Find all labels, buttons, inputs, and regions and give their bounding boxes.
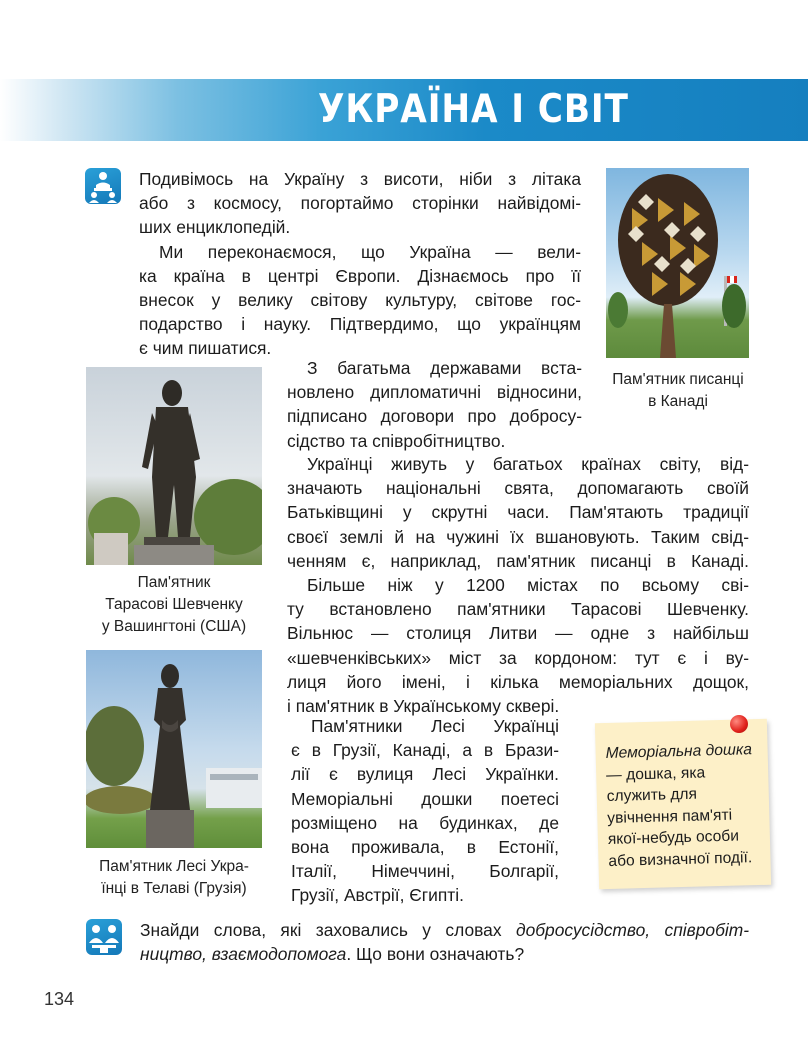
body-line: Батьківщині у скрутні часи. Пам'ятають традиції: [287, 502, 749, 523]
intro-line: Подивімось на Україну з висоти, ніби з літака: [139, 169, 581, 189]
intro-line: внесок у велику світову культуру, світове гос-: [139, 290, 581, 311]
caption-line: Тарасові Шевченку: [105, 596, 243, 613]
caption-line: їнці в Телаві (Грузія): [101, 880, 247, 897]
definition-dash: —: [605, 765, 627, 784]
intro-line: подарство і науку. Підтвердимо, що українцям: [139, 314, 581, 335]
intro-line: є чим пишатися.: [139, 338, 272, 359]
lesya-monument-photo: [86, 650, 262, 848]
body-line: З багатьма державами вста-: [307, 358, 582, 378]
body-line: сідство та співробітництво.: [287, 430, 506, 451]
body-line: і пам'ятник в Українському сквері.: [287, 696, 560, 717]
intro-line: або з космосу, погортаймо сторінки найвідомі-: [139, 193, 581, 214]
body-line: є в Грузії, Канаді, а в Брази-: [291, 740, 559, 761]
body-line: Вільнюс — столиця Литви — одне з найбільш: [287, 623, 749, 644]
definition-text: [605, 739, 760, 872]
body-line: розміщено на будинках, де: [291, 812, 559, 833]
caption-line: Пам'ятник Лесі Укра-: [99, 858, 249, 875]
lesya-caption: [80, 856, 268, 900]
task-text: [140, 918, 749, 966]
task-line-2: [140, 942, 749, 966]
body-paragraph-1: [287, 356, 582, 453]
caption-line: Пам'ятник писанці: [612, 371, 744, 388]
definition-body: дошка, яка служить для увічнення пам'яті якої-небудь особи або визначної події.: [606, 763, 753, 870]
body-line: Італії, Німеччині, Болгарії,: [291, 861, 559, 882]
body-line: Меморіальні дошки поетесі: [291, 788, 559, 809]
body-paragraph-2: [287, 452, 749, 573]
task-line-1: [140, 918, 749, 942]
body-line: лиця його імені, і кілька меморіальних дощок,: [287, 671, 749, 692]
body-line: підписано договори про добросу-: [287, 406, 582, 427]
body-paragraph-4: [291, 714, 559, 908]
definition-term: Меморіальна дошка: [605, 741, 753, 763]
pysanka-monument-photo: [606, 168, 749, 358]
task-text-start: Знайди слова, які заховались у словах: [140, 920, 516, 940]
shevchenko-caption: [80, 572, 268, 638]
body-line: новлено дипломатичні відносини,: [287, 382, 582, 403]
body-line: вона проживала, в Естонії,: [291, 837, 559, 858]
body-line: «шевченківських» міст за кордоном: тут є і ву-: [287, 647, 749, 668]
shevchenko-monument-photo: [86, 367, 262, 565]
task-keywords: добросусідство, співробіт-: [515, 920, 749, 940]
intro-line: Ми переконаємося, що Україна — вели-: [159, 241, 581, 262]
body-line: Більше ніж у 1200 містах по всьому сві-: [307, 575, 749, 595]
body-line: ченням є, наприклад, пам'ятник писанці в Канаді.: [287, 550, 749, 571]
body-line: Грузії, Австрії, Єгипті.: [291, 885, 464, 906]
pysanka-caption: [603, 369, 753, 413]
intro-line: ших енциклопедій.: [139, 217, 291, 238]
reading-people-icon: [85, 168, 121, 204]
body-line: Українці живуть у багатьох країнах світу, від-: [307, 454, 749, 474]
discussion-people-icon: [86, 919, 122, 955]
body-line: значають національні свята, допомагають своїй: [287, 478, 749, 499]
page-number: 134: [44, 989, 75, 1009]
caption-line: в Канаді: [648, 393, 708, 410]
caption-line: у Вашингтоні (США): [101, 618, 247, 635]
body-line: своєї землі й на чужині їх вшановують. Таким свід-: [287, 526, 749, 547]
body-paragraph-3: [287, 573, 749, 718]
body-line: Пам'ятники Лесі Українці: [311, 716, 559, 736]
page-title: УКРАЇНА І СВІТ: [318, 87, 629, 132]
intro-line: ка країна в центрі Європи. Дізнаємось про її: [139, 265, 581, 286]
pushpin-icon: [730, 715, 748, 733]
task-keywords: ництво, взаємодопомога: [140, 944, 347, 965]
task-text-end: . Що вони означають?: [346, 944, 525, 965]
intro-paragraph: [139, 167, 581, 361]
caption-line: Пам'ятник: [137, 574, 211, 591]
body-line: ту встановлено пам'ятники Тарасові Шевченку.: [287, 599, 749, 620]
body-line: лії є вулиця Лесі Українки.: [291, 764, 559, 785]
